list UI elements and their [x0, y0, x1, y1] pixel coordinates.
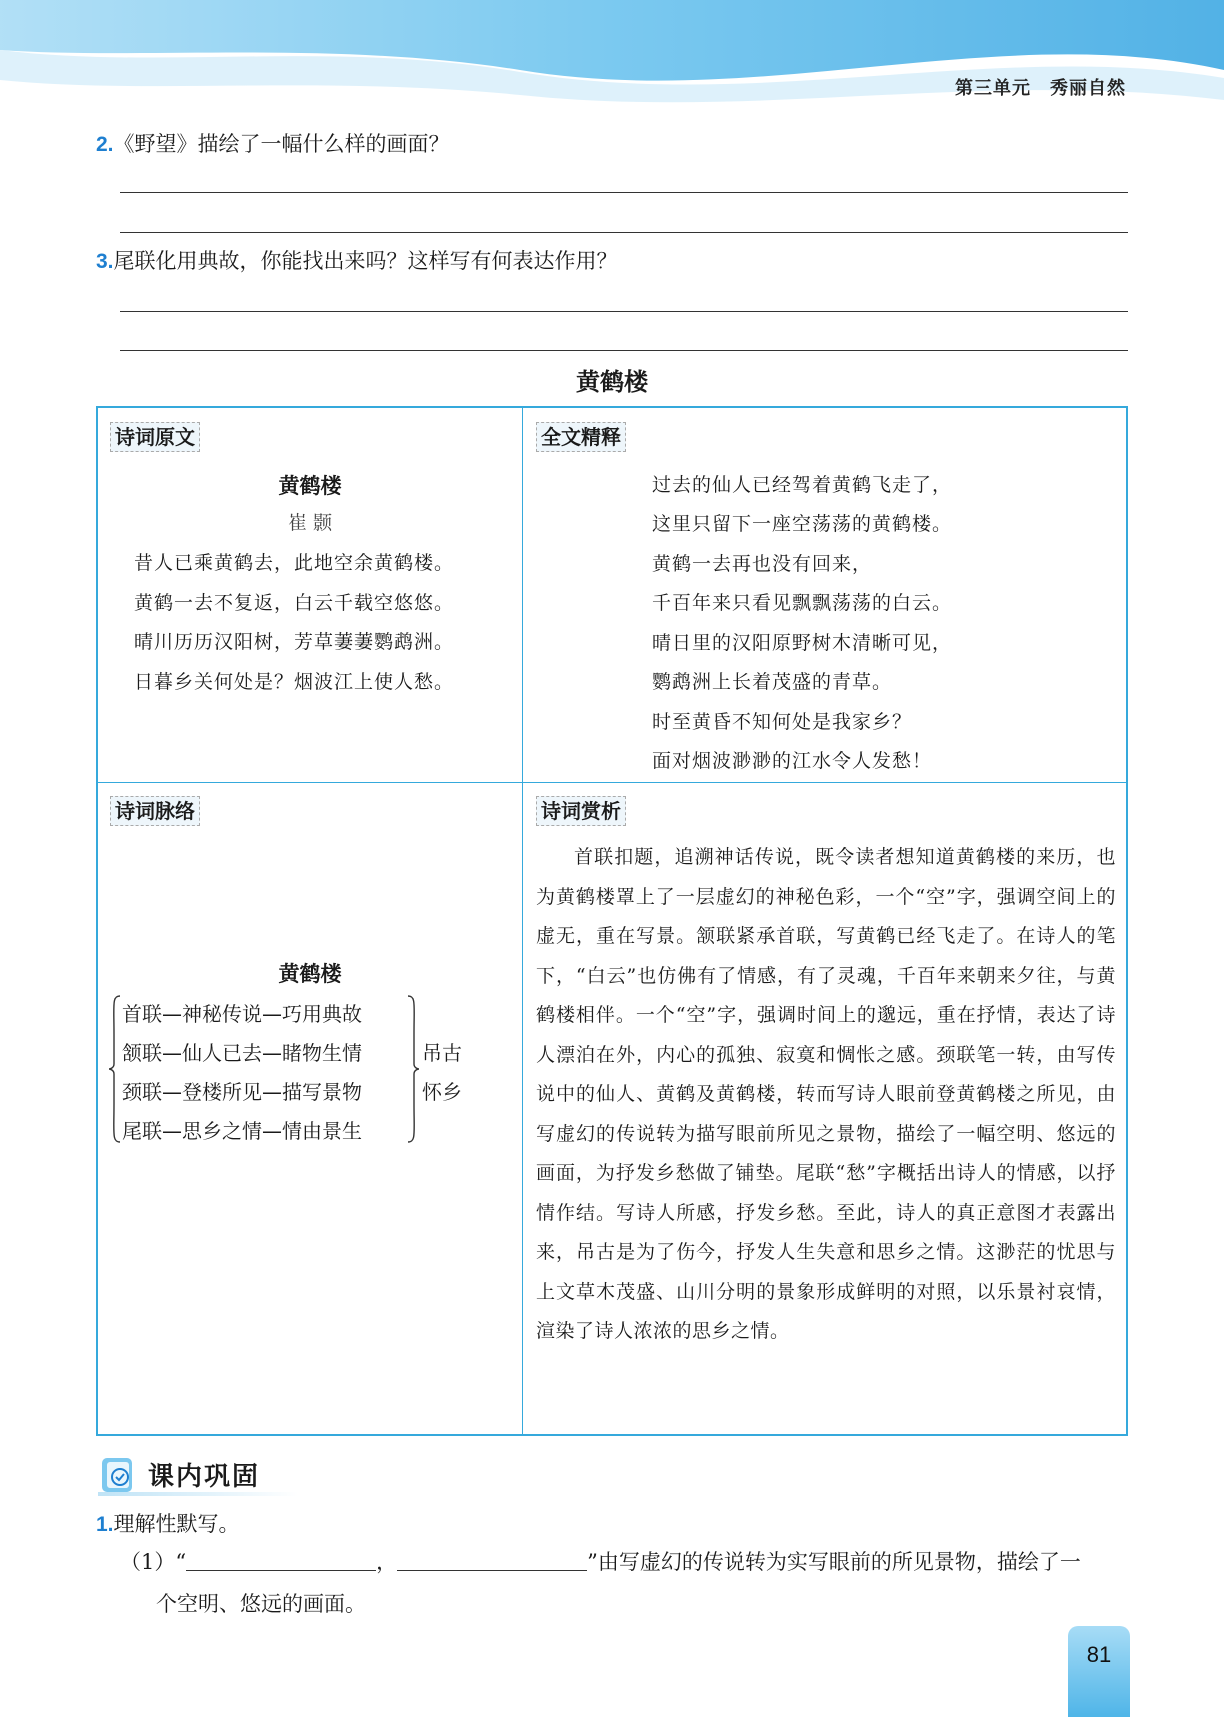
section-title: 黄鹤楼 — [576, 368, 648, 396]
translation-line: 面对烟波渺渺的江水令人发愁！ — [652, 750, 933, 772]
translation-line: 时至黄昏不知何处是我家乡？ — [652, 711, 913, 733]
answer-line[interactable] — [120, 350, 1128, 351]
answer-line[interactable] — [120, 192, 1128, 193]
translation-line: 晴日里的汉阳原野树木清晰可见， — [652, 632, 953, 654]
header-wave-banner — [0, 0, 1224, 120]
translation-line: 这里只留下一座空荡荡的黄鹤楼。 — [652, 513, 953, 535]
question-3 — [96, 245, 618, 275]
table-vertical-divider — [522, 408, 523, 1434]
title-underline — [98, 1492, 298, 1496]
structure-row: 颈联—登楼所见—描写景物 — [122, 1080, 362, 1104]
tag-original: 诗词原文 — [110, 422, 200, 452]
question-number: 2. — [96, 133, 114, 156]
poem-author: 崔 颢 — [287, 512, 333, 534]
page-number: 81 — [1086, 1642, 1112, 1667]
translation-line: 过去的仙人已经驾着黄鹤飞走了， — [652, 474, 953, 496]
question-number: 3. — [96, 250, 114, 273]
sub-prefix: （1）“ — [120, 1550, 187, 1574]
notebook-check-icon — [98, 1455, 142, 1495]
left-brace — [108, 994, 122, 1144]
poem-line: 黄鹤一去不复返，白云千载空悠悠。 — [134, 592, 455, 614]
sub-suffix: ”由写虚幻的传说转为实写眼前的所见景物，描绘了一 — [587, 1550, 1081, 1574]
structure-title: 黄鹤楼 — [278, 962, 342, 986]
table-horizontal-divider — [98, 782, 1126, 783]
exercise-1-sub — [120, 1546, 1081, 1576]
poem-line: 昔人已乘黄鹤去，此地空余黄鹤楼。 — [134, 552, 455, 574]
answer-line[interactable] — [120, 232, 1128, 233]
question-2 — [96, 128, 450, 158]
translation-line: 鹦鹉洲上长着茂盛的青草。 — [652, 671, 893, 693]
question-text: 尾联化用典故，你能找出来吗？这样写有何表达作用？ — [113, 249, 618, 273]
theme-label: 怀乡 — [422, 1080, 462, 1104]
analysis-text: 首联扣题，追溯神话传说，既令读者想知道黄鹤楼的来历，也为黄鹤楼罩上了一层虚幻的神秘色彩，一个“空”字，强调空间上的虚无，重在写景。颔联紧承首联，写黄鹤已经飞走了。在诗人的笔下，“白云”也仿佛有了情感，有了灵魂，千百年来朝来夕往，与黄鹤楼相伴。一个“空”字，强调时间上的邈远，重在抒情，表达了诗人漂泊在外，内心的孤独、寂寞和惆怅之感。颈联笔一转，由写传说中的仙人、黄鹤及黄鹤楼，转而写诗人眼前登黄鹤楼之所见，由写虚幻的传说转为描写眼前所见之景物，描绘了一幅空明、悠远的画面，为抒发乡愁做了铺垫。尾联“愁”字概括出诗人的情感，以抒情作结。写诗人所感，抒发乡愁。至此，诗人的真正意图才表露出来，吊古是为了伤今，抒发人生失意和思乡之情。这渺茫的忧思与上文草木茂盛、山川分明的景象形成鲜明的对照，以乐景衬哀情，渲染了诗人浓浓的思乡之情。 — [536, 846, 1116, 1342]
structure-row: 颔联—仙人已去—睹物生情 — [122, 1041, 362, 1065]
poem-title: 黄鹤楼 — [278, 474, 342, 498]
blank-field[interactable] — [397, 1550, 587, 1571]
question-text: 《野望》描绘了一幅什么样的画面？ — [113, 132, 450, 156]
answer-line[interactable] — [120, 311, 1128, 312]
unit-title: 第三单元 秀丽自然 — [955, 78, 1126, 99]
theme-label: 吊古 — [422, 1041, 462, 1065]
sub-separator: ， — [376, 1550, 398, 1574]
exercise-1-sub-continued: 个空明、悠远的画面。 — [156, 1592, 366, 1616]
tag-translation: 全文精释 — [536, 422, 626, 452]
exercise-1 — [96, 1508, 240, 1538]
right-brace — [406, 994, 420, 1144]
tag-analysis: 诗词赏析 — [536, 796, 626, 826]
blank-field[interactable] — [186, 1550, 376, 1571]
structure-row: 首联—神秘传说—巧用典故 — [122, 1002, 362, 1026]
tag-structure: 诗词脉络 — [110, 796, 200, 826]
translation-line: 黄鹤一去再也没有回来， — [652, 553, 873, 575]
page-number-tab — [1068, 1626, 1130, 1717]
exercise-text: 理解性默写。 — [113, 1512, 240, 1536]
poem-line: 晴川历历汉阳树，芳草萋萋鹦鹉洲。 — [134, 631, 455, 653]
poem-line: 日暮乡关何处是？烟波江上使人愁。 — [134, 671, 455, 693]
structure-row: 尾联—思乡之情—情由景生 — [122, 1119, 362, 1143]
translation-line: 千百年来只看见飘飘荡荡的白云。 — [652, 592, 953, 614]
poem-study-table — [96, 406, 1128, 1436]
practice-title: 课内巩固 — [148, 1462, 261, 1492]
exercise-number: 1. — [96, 1513, 114, 1536]
